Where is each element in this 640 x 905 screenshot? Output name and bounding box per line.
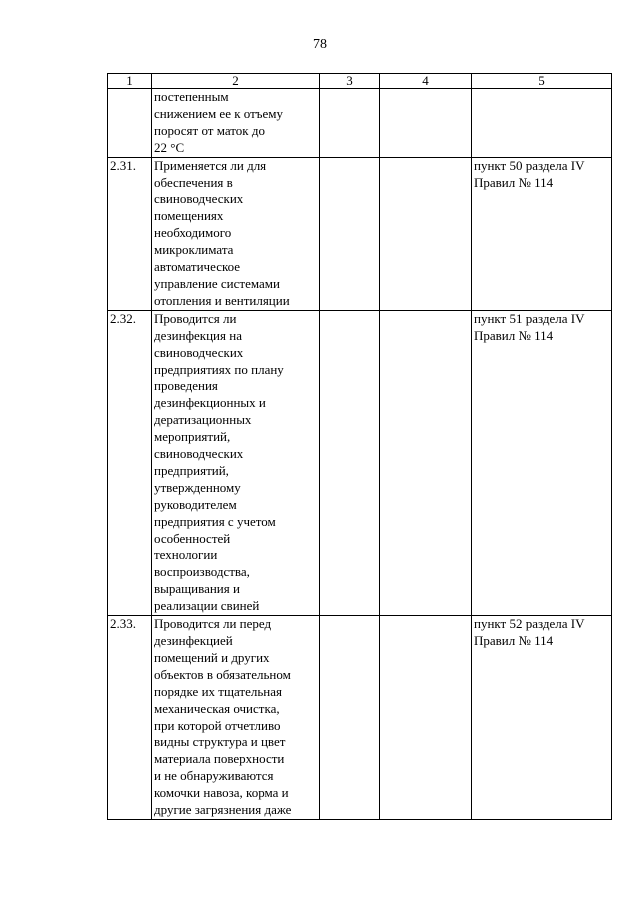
question-cell-line: автоматическое bbox=[154, 259, 241, 275]
checklist-table bbox=[107, 73, 612, 820]
question-cell-line: мероприятий, bbox=[154, 429, 231, 445]
reference-cell-line: Правил № 114 bbox=[474, 174, 554, 190]
header-cell-1: 1 bbox=[108, 74, 152, 89]
table-row bbox=[108, 157, 612, 310]
reference-cell bbox=[472, 616, 612, 820]
question-cell-line: отопления и вентиляции bbox=[154, 292, 290, 308]
question-cell-line: дезинфекцией bbox=[154, 633, 233, 648]
question-cell bbox=[152, 89, 320, 158]
reference-cell bbox=[472, 89, 612, 158]
question-cell-line: поросят от маток до bbox=[154, 122, 265, 138]
question-cell-line: видны структура и цвет bbox=[154, 734, 286, 750]
question-cell-line: дезинфекция на bbox=[154, 327, 242, 343]
question-cell-line: помещений и других bbox=[154, 649, 270, 665]
item-number-cell: 2.32. bbox=[108, 310, 152, 615]
question-cell-line: Проводится ли перед bbox=[154, 616, 272, 632]
question-cell-line: комочки навоза, корма и bbox=[154, 785, 289, 801]
reference-cell-line: пункт 50 раздела IV bbox=[474, 157, 585, 173]
table-row bbox=[108, 310, 612, 615]
reference-cell-line: Правил № 114 bbox=[474, 633, 554, 648]
question-cell-line: порядке их тщательная bbox=[154, 683, 282, 699]
header-cell-5: 5 bbox=[472, 74, 612, 89]
question-cell-line: воспроизводства, bbox=[154, 564, 250, 580]
question-cell-line: предприятия с учетом bbox=[154, 513, 276, 529]
question-cell-line: помещениях bbox=[154, 208, 224, 224]
question-cell-line: снижением ее к отъему bbox=[154, 105, 284, 121]
question-cell-line: Применяется ли для bbox=[154, 157, 267, 173]
question-cell-line: свиноводческих bbox=[154, 446, 244, 462]
column-4-cell bbox=[380, 310, 472, 615]
question-cell-line: микроклимата bbox=[154, 242, 234, 258]
question-cell-line: предприятиях по плану bbox=[154, 361, 284, 377]
question-cell-line: свиноводческих bbox=[154, 344, 244, 360]
reference-cell-line: пункт 52 раздела IV bbox=[474, 616, 585, 632]
reference-cell bbox=[472, 310, 612, 615]
question-cell-line: другие загрязнения даже bbox=[154, 802, 292, 818]
question-cell-line: необходимого bbox=[154, 225, 232, 241]
question-cell-line: дератизационных bbox=[154, 412, 252, 428]
question-cell-line: материала поверхности bbox=[154, 751, 285, 767]
question-cell-line: объектов в обязательном bbox=[154, 666, 291, 682]
reference-cell-line: пункт 51 раздела IV bbox=[474, 310, 585, 326]
header-cell-3: 3 bbox=[320, 74, 380, 89]
question-cell-line: проведения bbox=[154, 378, 218, 394]
question-cell-line: руководителем bbox=[154, 496, 237, 512]
item-number-cell: 2.31. bbox=[108, 157, 152, 310]
question-cell-line: управление системами bbox=[154, 275, 280, 291]
table-header-row bbox=[108, 74, 612, 89]
item-number-cell bbox=[108, 89, 152, 158]
question-cell-line: при которой отчетливо bbox=[154, 717, 281, 733]
reference-cell bbox=[472, 157, 612, 310]
table-row bbox=[108, 616, 612, 820]
column-3-cell bbox=[320, 89, 380, 158]
column-4-cell bbox=[380, 157, 472, 310]
column-4-cell bbox=[380, 616, 472, 820]
question-cell-line: обеспечения в bbox=[154, 174, 233, 190]
question-cell-line: Проводится ли bbox=[154, 310, 237, 326]
question-cell bbox=[152, 157, 320, 310]
question-cell-line: свиноводческих bbox=[154, 191, 244, 207]
question-cell-line: 22 °С bbox=[154, 139, 185, 155]
column-3-cell bbox=[320, 157, 380, 310]
question-cell-line: выращивания и bbox=[154, 581, 240, 597]
item-number-cell: 2.33. bbox=[108, 616, 152, 820]
question-cell-line: предприятий, bbox=[154, 462, 229, 478]
reference-cell-line: Правил № 114 bbox=[474, 327, 554, 343]
question-cell bbox=[152, 310, 320, 615]
question-cell bbox=[152, 616, 320, 820]
question-cell-line: постепенным bbox=[154, 89, 229, 104]
table-row bbox=[108, 89, 612, 158]
question-cell-line: дезинфекционных и bbox=[154, 395, 266, 411]
question-cell-line: и не обнаруживаются bbox=[154, 768, 274, 784]
header-cell-2: 2 bbox=[152, 74, 320, 89]
question-cell-line: механическая очистка, bbox=[154, 700, 280, 716]
question-cell-line: реализации свиней bbox=[154, 598, 260, 614]
question-cell-line: утвержденному bbox=[154, 479, 241, 495]
page-number: 78 bbox=[313, 37, 327, 52]
header-cell-4: 4 bbox=[380, 74, 472, 89]
column-4-cell bbox=[380, 89, 472, 158]
column-3-cell bbox=[320, 616, 380, 820]
question-cell-line: технологии bbox=[154, 547, 218, 563]
question-cell-line: особенностей bbox=[154, 530, 231, 546]
column-3-cell bbox=[320, 310, 380, 615]
